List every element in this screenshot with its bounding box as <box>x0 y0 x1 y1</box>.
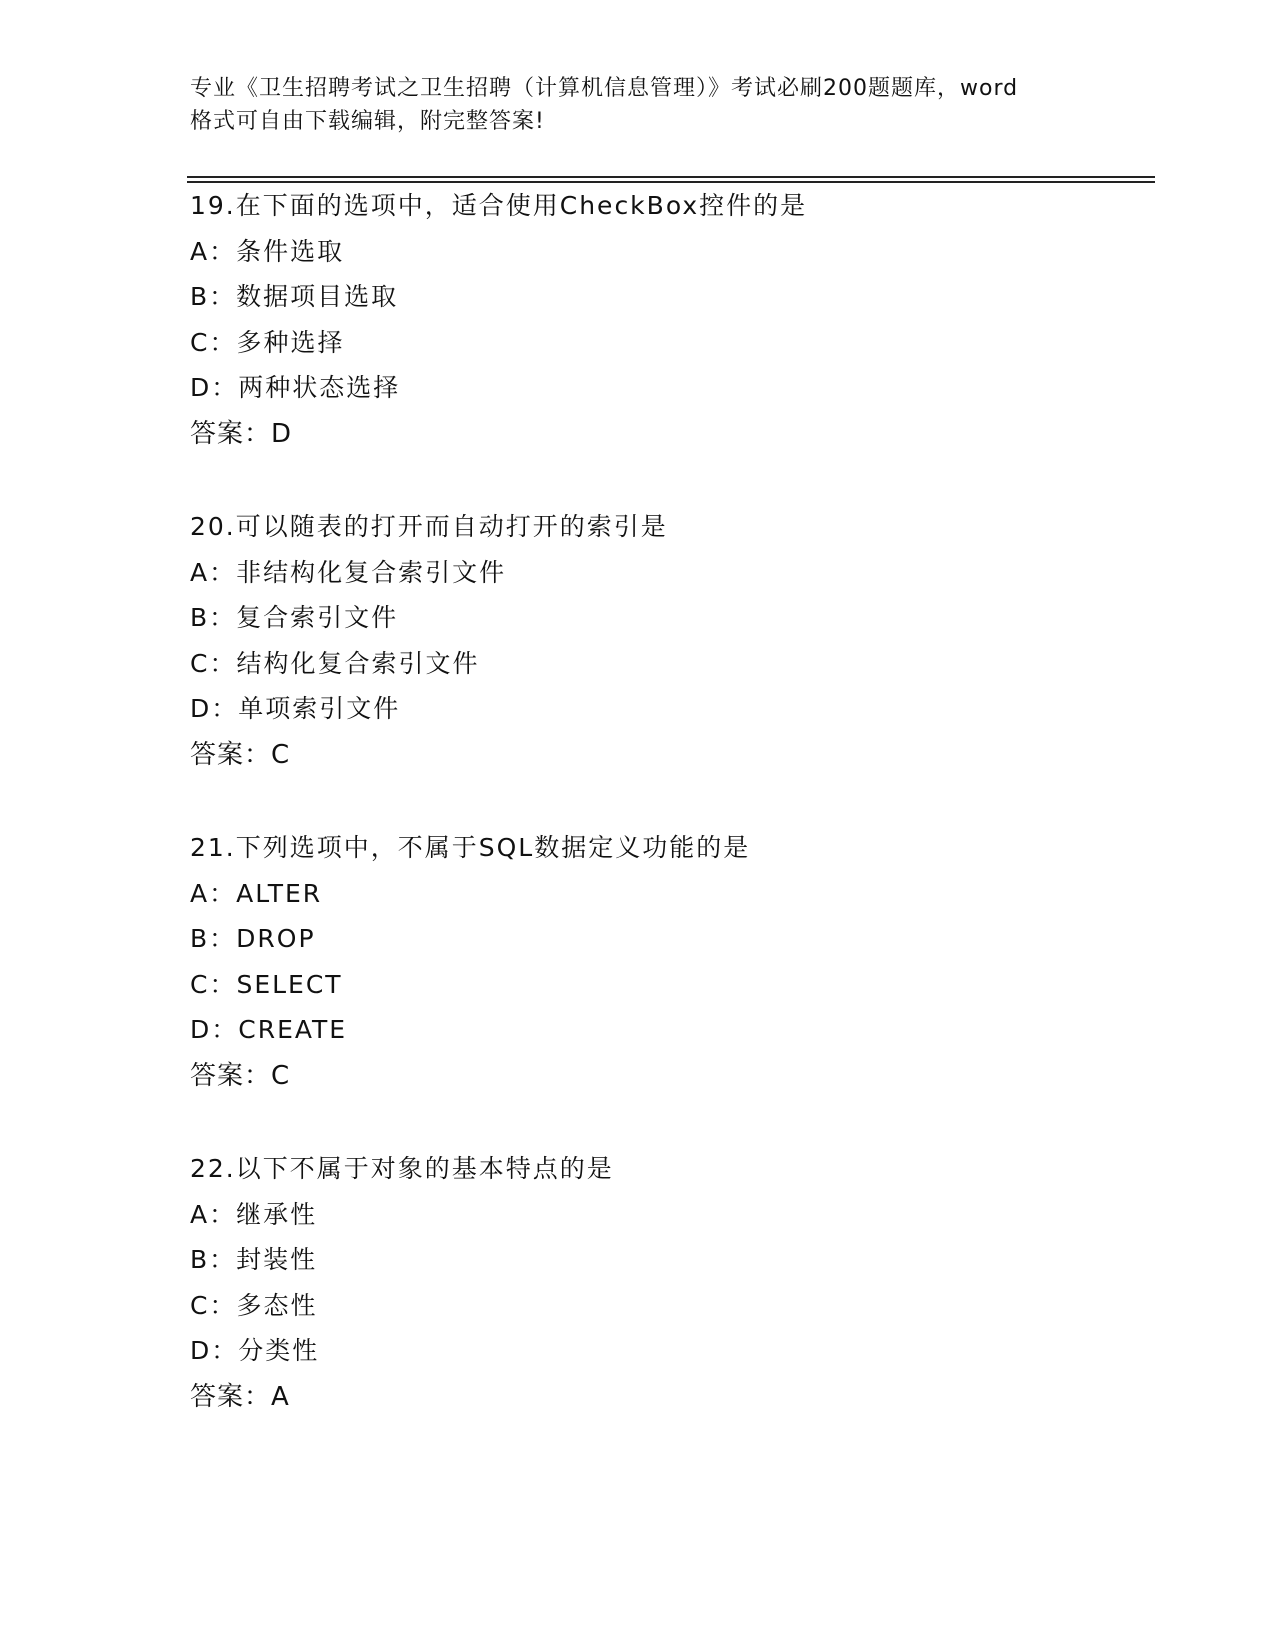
answer: 答案：D <box>190 418 293 449</box>
option-b: B：DROP <box>190 924 316 953</box>
option-c: C：多种选择 <box>190 327 345 357</box>
header-line-2: 格式可自由下载编辑，附完整答案! <box>190 109 545 134</box>
question-20 <box>190 511 1150 784</box>
option-a: A：非结构化复合索引文件 <box>190 557 507 587</box>
option-c: C：SELECT <box>190 969 343 999</box>
option-a: A：条件选取 <box>190 236 345 266</box>
option-c: C：多态性 <box>190 1290 318 1320</box>
option-b: B：复合索引文件 <box>190 603 399 632</box>
option-a: A：ALTER <box>190 878 323 908</box>
question-22 <box>190 1153 1150 1426</box>
question-21 <box>190 832 1150 1105</box>
answer: 答案：C <box>190 1060 291 1091</box>
header-rule-top <box>187 176 1155 178</box>
answer: 答案：A <box>190 1381 290 1412</box>
option-b: B：封装性 <box>190 1245 318 1274</box>
question-19 <box>190 190 1150 463</box>
option-a: A：继承性 <box>190 1199 318 1229</box>
question-stem: 21.下列选项中，不属于SQL数据定义功能的是 <box>190 833 751 862</box>
option-d: D：分类性 <box>190 1336 320 1365</box>
option-b: B：数据项目选取 <box>190 282 399 311</box>
header-rule-bottom <box>187 181 1155 183</box>
question-stem: 19.在下面的选项中，适合使用CheckBox控件的是 <box>190 191 808 220</box>
option-d: D：两种状态选择 <box>190 373 401 402</box>
question-stem: 20.可以随表的打开而自动打开的索引是 <box>190 512 668 541</box>
answer: 答案：C <box>190 739 291 770</box>
document-header <box>190 72 1090 138</box>
option-d: D：CREATE <box>190 1015 348 1044</box>
question-stem: 22.以下不属于对象的基本特点的是 <box>190 1154 614 1183</box>
option-d: D：单项索引文件 <box>190 694 401 723</box>
option-c: C：结构化复合索引文件 <box>190 648 480 678</box>
header-line-1: 专业《卫生招聘考试之卫生招聘（计算机信息管理）》考试必刷200题题库，word <box>190 76 1019 101</box>
